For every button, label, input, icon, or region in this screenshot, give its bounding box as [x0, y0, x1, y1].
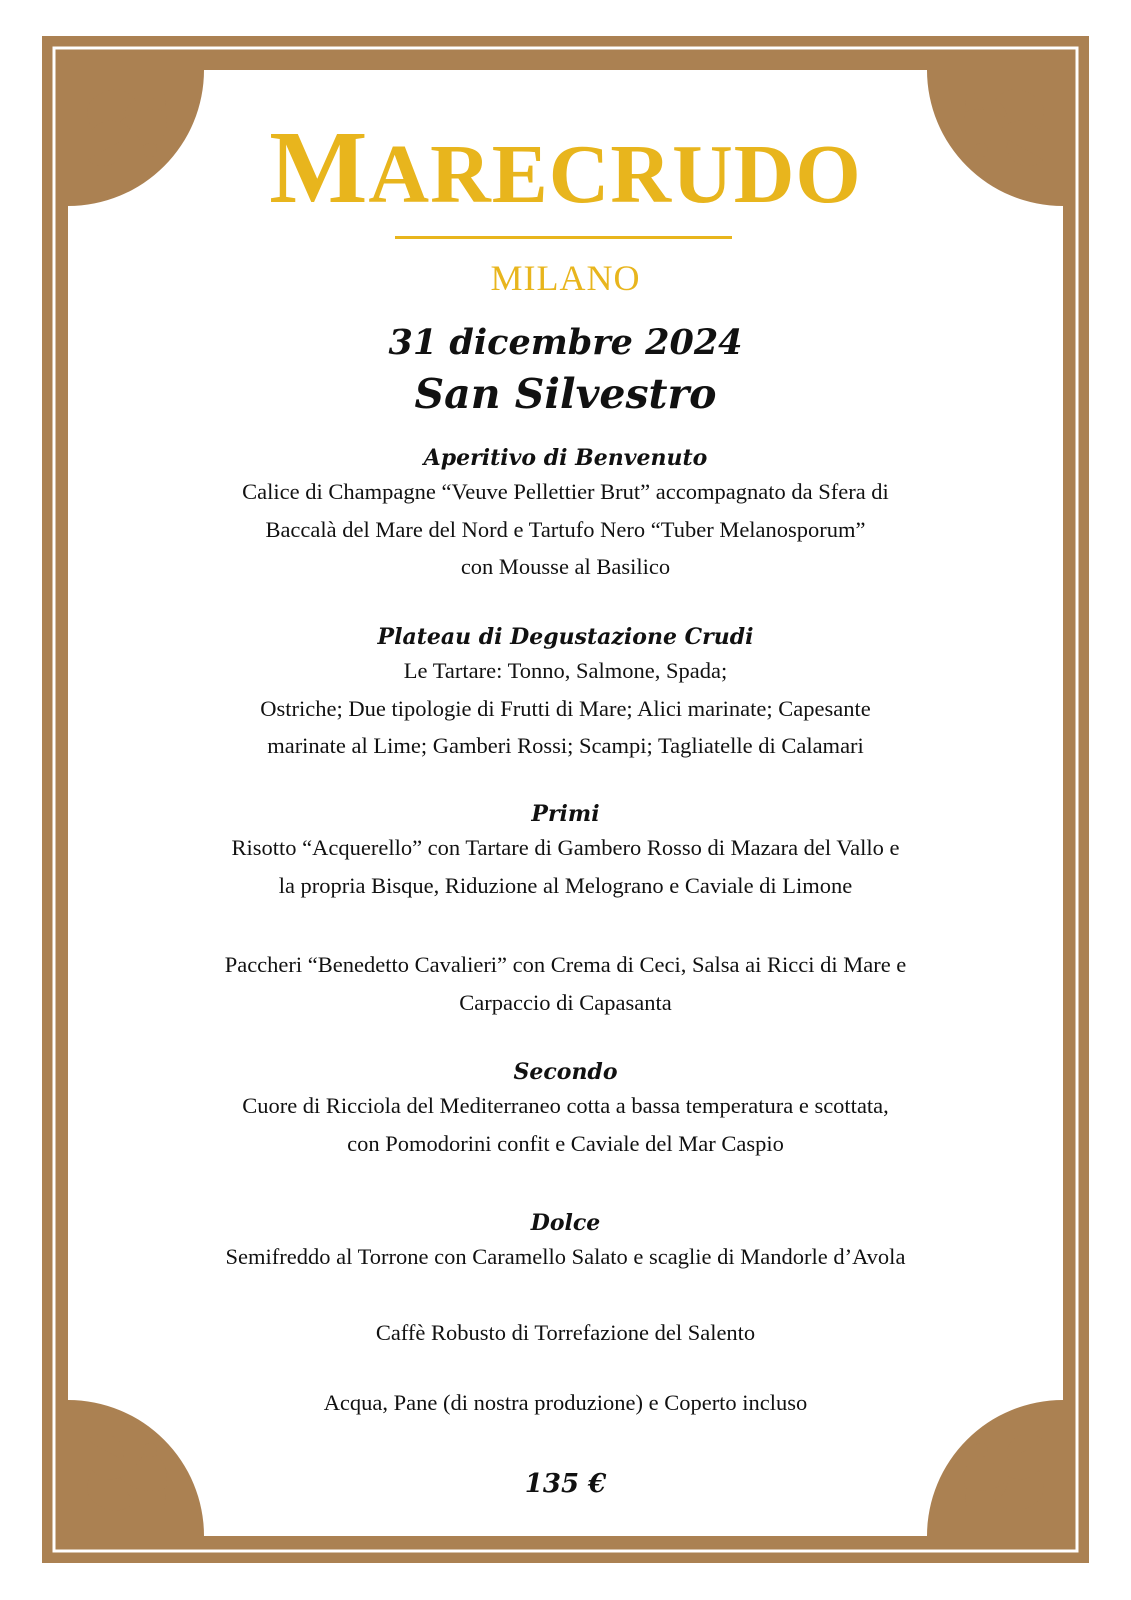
- title-divider: [395, 236, 732, 239]
- menu-line: con Pomodorini confit e Caviale del Mar Caspio: [347, 1130, 784, 1156]
- brand-initial: M: [269, 110, 369, 225]
- city-name: MILANO: [490, 258, 641, 298]
- section-title: Dolce: [530, 1210, 601, 1236]
- section-plateau: [0, 622, 1131, 765]
- menu-line: con Mousse al Basilico: [460, 554, 671, 579]
- section-title: Aperitivo di Benvenuto: [423, 445, 708, 471]
- section-primi: [0, 799, 1131, 904]
- section-title: Secondo: [513, 1059, 618, 1085]
- menu-line: Caffè Robusto di Torrefazione del Salento: [375, 1320, 756, 1345]
- included-line: [0, 1384, 1131, 1422]
- menu-line: Acqua, Pane (di nostra produzione) e Coperto incluso: [323, 1390, 808, 1415]
- menu-line: la propria Bisque, Riduzione al Melograno e Caviale di Limone: [278, 872, 853, 898]
- menu-line: Carpaccio di Capasanta: [459, 989, 672, 1015]
- menu-price: 135 €: [524, 1469, 607, 1499]
- menu-line: Cuore di Ricciola del Mediterraneo cotta a bassa temperatura e scottata,: [242, 1093, 889, 1118]
- section-dolce: [0, 1208, 1131, 1276]
- menu-line: Baccalà del Mare del Nord e Tartufo Nero “Tuber Melanosporum”: [265, 516, 866, 542]
- section-aperitivo: [0, 443, 1131, 586]
- menu-line: Le Tartare: Tonno, Salmone, Spada;: [403, 658, 728, 683]
- menu-line: marinate al Lime; Gamberi Rossi; Scampi; Tagliatelle di Calamari: [267, 733, 864, 758]
- menu-line: Semifreddo al Torrone con Caramello Salato e scaglie di Mandorle d’Avola: [225, 1244, 906, 1269]
- menu-line: Risotto “Acquerello” con Tartare di Gambero Rosso di Mazara del Vallo e: [231, 835, 900, 860]
- menu-line: Calice di Champagne “Veuve Pellettier Brut” accompagnato da Sfera di: [242, 479, 889, 504]
- brand-rest: ARECRUDO: [368, 128, 862, 221]
- section-title: Primi: [531, 801, 600, 827]
- event-date: 31 dicembre 2024: [388, 322, 743, 363]
- coffee-line: [0, 1314, 1131, 1352]
- restaurant-name: [0, 110, 1131, 225]
- menu-line: Paccheri “Benedetto Cavalieri” con Crema di Ceci, Salsa ai Ricci di Mare e: [224, 952, 907, 977]
- section-primi-dish-2: [0, 946, 1131, 1021]
- section-title: Plateau di Degustazione Crudi: [377, 624, 754, 650]
- event-title: San Silvestro: [414, 370, 717, 418]
- section-secondo: [0, 1057, 1131, 1162]
- menu-line: Ostriche; Due tipologie di Frutti di Mare; Alici marinate; Capesante: [260, 695, 871, 721]
